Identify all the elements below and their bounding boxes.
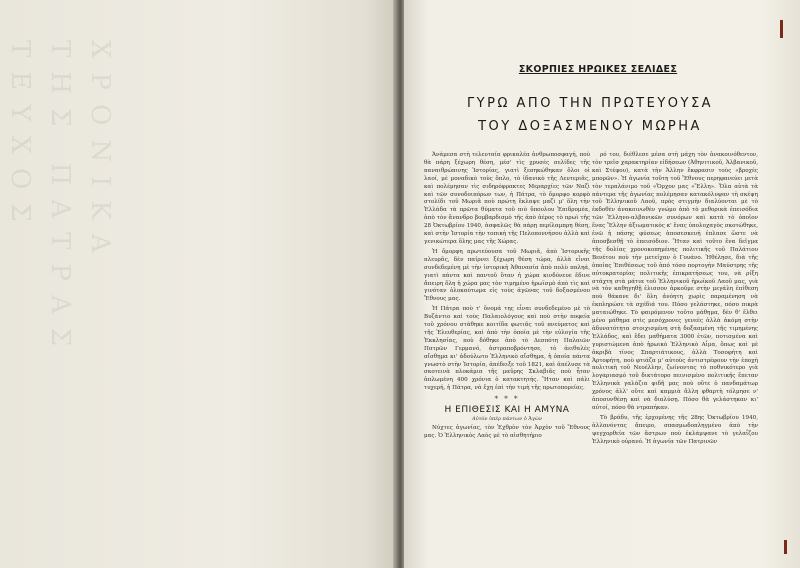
page-edge-mark xyxy=(784,540,787,554)
ghost-line: ΤΗΣ ΠΑΤΡΑΣ xyxy=(45,40,75,361)
section-label: ΣΚΟΡΠΙΕΣ ΗΡΩΙΚΕΣ ΣΕΛΙΔΕΣ xyxy=(518,64,678,75)
paragraph: Τὸ βράδυ, τῆς ἐρχομένης τῆς 28ης Ὀκτωβρίου 1940, ἀλλανόντας ἄπειρο, σπασμωδοπληγμένο ἀπὸ τὴν ψεγχορθεία τῶν ἄστρων ποὺ ἐκλάμψανε τὸ γελαΐζου Ἑλληνικὸ οὐρανό. Ἡ ἀγωνία τῶν Πατρινῶν xyxy=(592,414,758,445)
text-column-left xyxy=(424,152,590,443)
page-edge-mark xyxy=(780,20,783,38)
subheading-motto: Αὐτὸν ὑπὲρ πάντων ὁ Ἀγὼν xyxy=(471,416,543,422)
paragraph: Ἡ ὄμορφη πρωτεύουσα τοῦ Μωριᾶ, ἀπὸ Ἱστορικῆς πλευρᾶς, δὲν παίρνει ξέχωρη θέση τώρα, ἀλλὰ εἶναι συνδεδεμένη μὲ τὴν ἱστορικὴ Ἀθανασία ἀπὸ πολὺ παληά, γιατὶ πάντα καὶ παντοῦ ὅταν ἡ χώρα κινδύνευε ἔδινε ἄπειρη ὅλη ἡ χώρα μας τὸν τιμημένο ἡρωϊσμὸ ἀπὸ τὶς καὶ γινόταν ὁλοκαύτωμα εἰς τοὺς ἀγῶνας τοῦ δοξασμένου Ἔθνους μας. xyxy=(424,248,590,303)
section-divider-stars: * * * xyxy=(494,395,520,404)
ghost-line: ΤΕΥΧΟΣ xyxy=(5,40,35,236)
paragraph: Ἀνάμεσα στὴ τελευταία φρικαλέα ἀνθρωποσφαγή, ποὺ θὰ πάρη ξέχωρη θέση, μέσ' τὶς χρυσὲς σελίδες τῆς παναιθρώπινης Ἱστορίας, γιατὶ ξεσηκώθηκαν ὅλοι οἱ λαοί, μὲ μοναδικὸ τοὺς ὅπλο, τὸ ἰδανικὸ τῆς Λευτεριᾶς, καὶ πολέμησαν τὶς σιδηρόφρακτες Μεραρχίες τῶν Ναζὶ καὶ τῶν συνοδοιπόρων των, ἡ Πάτρα, τὸ ὄμορφο κορφὸ στολίδι τοῦ Μωριᾶ ποὺ πρώτη ἔκλαψε μαζὶ μ' ὅλη τὴν Ἑλλάδα τὰ πρῶτα θύματα τοῦ πιὸ ὕπουλου Ἐπιδρομέα, ἀπὸ τὸν ἄνανδρο βομβαρδισμὸ τῆς ἀπὸ ἀέρος τὸ πρωὶ τῆς 28 Ὀκτωβρίου 1940, ἀσφαλῶς θὰ πάρῃ περίλαμπρη θέση, καὶ στὴν Ἱστορία τὴν τοπικὴ τῆς Πελοποννήσου ἀλλὰ καὶ γενικώτερα ὅλης μας τῆς Χώρας. xyxy=(424,152,590,245)
left-page xyxy=(0,0,397,568)
subheading: Η ΕΠΙΘΕΣΙΣ ΚΑΙ Η ΑΜΥΝΑ xyxy=(444,405,570,416)
paragraph: Ἡ Πάτρα ποὺ τ' ὄνομά της εἶναι συνδεδεμένο μὲ τὸ Βυζάντιο καὶ τοὺς Παλαιολόγους καὶ ποὺ στὴν ποφεία τοῦ χρόνου στάθηκε κοιτίδα φωτιᾶς τοῦ πνεύματος καὶ τῆς Ἐλευθερίας, καὶ ἀπὸ τὴν ὁποία μὲ τὴν εὐλογία τῆς Ἐκκλησίας, ποὺ δόθηκε ἀπὸ τὸ Δεσπότη Παλαιῶν Πατρῶν Γερμανό, ἀστραποβρόντησε, τὸ ἀειθαλὲς αἴσθημα κι' ἀδούλωτο Ἑλληνικὸ αἴσθημα, ἡ ὁποία πάντα γνωστὸ στὴν Ἱστορία, ἀπέδειξε τοῦ 1821, καὶ ἀπέλυσε τὰ σκοτεινὰ πλοκάμια τῆς μαῦρης Σκλαβιᾶς ποὺ ἦταν ἀπλωμένη 400 χρόνια ὁ κατακτητής. Ἤταν καὶ πάλι τυχερή, ἡ Πάτρα, νὰ ἔχη ἐπὶ τὴν τιμὴ τῆς πρωτοπορείας. xyxy=(424,306,590,392)
ghost-line: ΧΡΟΝΙΚΑ xyxy=(85,40,115,267)
text-column-right xyxy=(592,152,758,449)
paragraph: ρό του, διέθλεσε μέσα στὴ μάχη τὸν ἀνακοινόθεντον, τὸν τρεῖσ χαρακτηρίαν εἰδήσεων (Ἀθηνιτικοῦ, Ἀλβανικοῦ, καὶ Στέφου), κατὰ τὴν Ἀλλην ἔκφρασιν τοὺς «βροχές μπορῶν». Ἡ ἀγωνία τοῦτη τοῦ Ἔθνους περηφανεύει μετὰ τὸν τερπλάνιμο τοῦ «Ὄρχον μας «Ἔλλη». Ὅλα αὐτὰ τὰ πάντερα τῆς ἀγωνίας πολέμησαν κατακόλυψαν τὴ σκέψη τοῦ Ἑλληνικοῦ Λαοῦ, πρὸς στιγμὴν διαλύονται μὲ τὸ ἐκδοθὲν ἀνακοινωθὲν γνώμο ἀπὸ τὸ μεθορικὰ ἐπεισόδια τῶν Ἑλληνο-αλβανικῶν συνόρων καὶ κατὰ τὸ ὁποῖον ἕνας Ἕλλην ἀξιωματικὸς κ' ἕνας ὑπολοχαγὸς σκοτώθηκε, ἐνῶ ἡ πάσης φύσεως ἀποσεσκευή ἐπλασε ὥστε νὰ ἀποσβεσθῇ τὸ ἐπεισόδιον. Ἤταν καὶ τοῦτο ἕνα δεῖγμα τῆς δολίας χρονοκοπημένης πολιτικῆς τοῦ Παλάτιου Βενέτου ποὺ τὴν μετείχαν ὁ Γουάνο. Ἡθέλησε, διὰ τῆς ὁποίας Ἐπιθέσεως τοῦ ἀπό τόσο πορτογὴν Μαύστρης τῆς αὐτοκρατορίας πολιτικῆς ἐπικρατήσεως του, νὰ ρίξη στάχτη στὰ μάτια τοῦ Ἑλληνικοῦ ἡρωϊκοῦ Λαοῦ μας, γιὰ νὰ τὸν καθηγηθῇ ἐλισσον ἀρκοῦμε στὴν μεγάλη ἐπίθεση ποὺ θάκανε δι' ὅλη ἀνόητη χωρὶς παραμένηση νὰ ἐκπληρώσε τὰ σχέδιά του. Πόσο γελάστηκε, πόσο πικρὰ ματαιώθηκε. Τὸ φαιρόμενον τοῦτο μάθημα, δὲν θ' ἔλθει μένο μάθημα στὶς μεσόχρονες γενεὲς ἀλλὰ ἀκόμη στὴν ἀδυνατότητα στοιχισμένη στὴ δοξασμένη τῆς τιμημένης Ἑλλάδος, καὶ ἔδει μαθήματα 3000 ἐτῶν, ποτισμένα καὶ γυριστώμενα ἀπὸ ἡρωικὸ Ἑλληνικὸ Αἷμα, ὅπως καὶ μὲ ἀκριβὰ τίνος Σπαρτιάτικους, ἀλλὰ Τοσοφήτη καὶ Ἀρτοφήτη, ποὺ φτιάζα μ' αὐτοὺς ἀντιστρέφουν τὴν ἐποχὴ πολιτικὴ τοῦ Νεοέλλην, ζωίνοντας τὸ ποθνικότερο γιὰ λογαριασμό τοῦ δικτάτορο πεινισμένο πολιτικῆς ἔπεταν Ἑλληνικὰ γαλάζια φιδῆ μας ποὺ οὔτε ὁ πανδαμάτωρ χρόνος ἀλλ' οὔτε καὶ καμμιὰ ἄλλη φθαρτὴ τόλμησε ν' ἀποσυνθέσῃ καὶ νὰ διαλύσῃ. Πόσο θὰ γελάστηκαν κι' αὐτοί, πόσο θὰ ντραπήκαν. xyxy=(592,152,758,411)
show-through-text xyxy=(0,40,120,361)
article-title-line-2: ΤΟΥ ΔΟΞΑΣΜΕΝΟΥ ΜΩΡΗΑ xyxy=(478,119,702,134)
paragraph: Νύχτες ἀγωνίας, τὸν Ἐχθρὸν τὸν Ἀρχὸν τοῦ Ἔθνους μας. Ὁ Ἑλληνικὸς Λαὸς μὲ τὸ αἰσθητήριο xyxy=(424,424,590,439)
article-title-line-1: ΓΥΡΩ ΑΠΟ ΤΗΝ ΠΡΩΤΕΥΟΥΣΑ xyxy=(466,96,714,111)
